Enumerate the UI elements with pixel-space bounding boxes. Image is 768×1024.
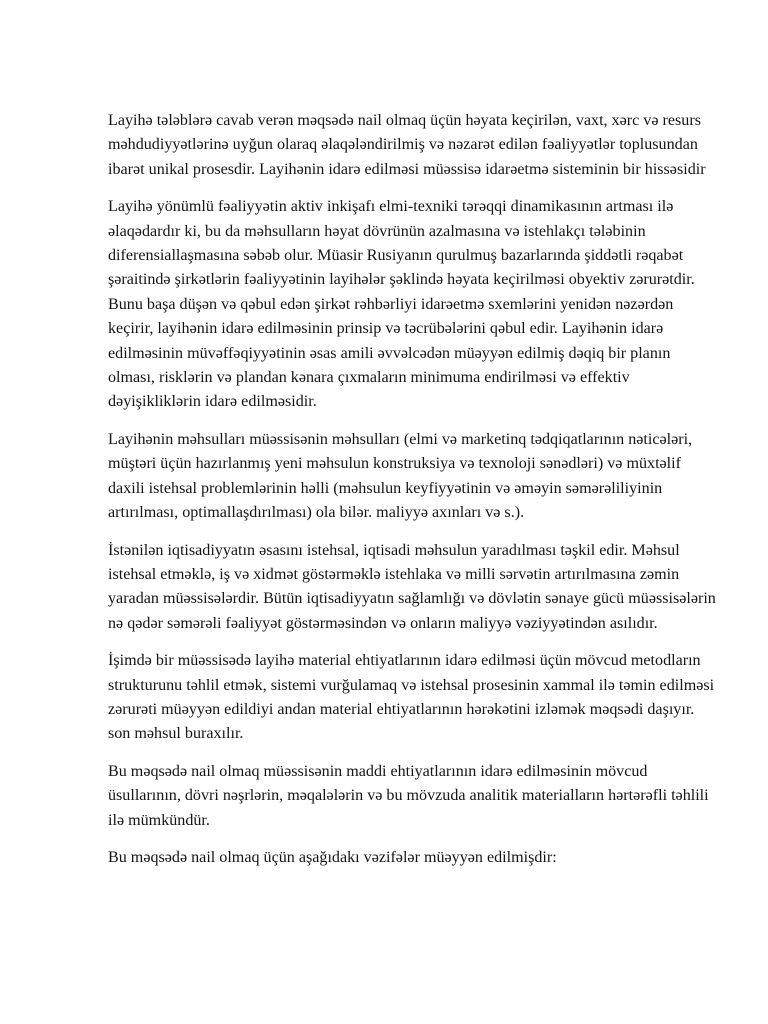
document-body xyxy=(108,109,720,883)
paragraph-goal-achievement: Bu məqsədə nail olmaq müəssisənin maddi ehtiyatlarının idarə edilməsinin mövcud üsullarının, dövri nəşrlərin, məqalələrin və bu mövzuda analitik materialların hərtərəfli təhlili ilə mümkündür. xyxy=(108,762,709,829)
paragraph-tasks-intro: Bu məqsədə nail olmaq üçün aşağıdakı vəzifələr müəyyən edilmişdir: xyxy=(108,848,557,866)
paragraph-economy-basis: İstənilən iqtisadiyyatın əsasını istehsal, iqtisadi məhsulun yaradılması təşkil edir. Məhsul istehsal etməklə, iş və xidmət göstərməklə istehlaka və milli sərvətin artırılmasına zəmin yaradan müəssisələrdir. Bütün iqtisadiyyatın sağlamlığı və dövlətin sənaye gücü müəssisələrin nə qədər səmərəli fəaliyyət göstərməsindən və onların maliyyə vəziyyətindən asılıdır. xyxy=(108,541,716,632)
paragraph-project-oriented-activity: Layihə yönümlü fəaliyyətin aktiv inkişafı elmi-texniki tərəqqi dinamikasının artması ilə əlaqədardır ki, bu da məhsulların həyat dövrünün azalmasına və istehlakçı tələbinin diferensiallaşmasına səbəb olur. Müasir Rusiyanın qurulmuş bazarlarında şiddətli rəqabət şəraitində şirkətlərin fəaliyyətinin layihələr şəklində həyata keçirilməsi obyektiv zərurətdir. Bunu başa düşən və qəbul edən şirkət rəhbərliyi idarəetmə sxemlərini yenidən nəzərdən keçirir, layihənin idarə edilməsinin prinsip və təcrübələrini qəbul edir. Layihənin idarə edilməsinin müvəffəqiyyətinin əsas amili əvvəlcədən müəyyən edilmiş dəqiq bir planın olması, risklərin və plandan kənara çıxmaların minimuma endirilməsi və effektiv dəyişikliklərin idarə edilməsidir. xyxy=(108,198,695,411)
paragraph-project-definition: Layihə tələblərə cavab verən məqsədə nail olmaq üçün həyata keçirilən, vaxt, xərc və resurs məhdudiyyətlərinə uyğun olaraq əlaqələndirilmiş və nəzarət edilən fəaliyyətlər toplusundan ibarət unikal prosesdir. Layihənin idarə edilməsi müəssisə idarəetmə sisteminin bir hissəsidir xyxy=(108,112,706,178)
paragraph-project-products: Layihənin məhsulları müəssisənin məhsulları (elmi və marketinq tədqiqatlarının nəticələri, müştəri üçün hazırlanmış yeni məhsulun konstruksiya və texnoloji sənədləri) və müxtəlif daxili istehsal problemlərinin həlli (məhsulun keyfiyyətinin və əməyin səmərəliliyinin artırılması, optimallaşdırılması) ola bilər. maliyyə axınları və s.). xyxy=(108,430,693,522)
paragraph-work-purpose: İşimdə bir müəssisədə layihə material ehtiyatlarının idarə edilməsi üçün mövcud metodların strukturunu təhlil etmək, sistemi vurğulamaq və istehsal prosesinin xammal ilə təmin edilməsi zərurəti müəyyən edildiyi andan material ehtiyatlarının hərəkətini izləmək məqsədi daşıyır. son məhsul buraxılır. xyxy=(108,652,715,743)
